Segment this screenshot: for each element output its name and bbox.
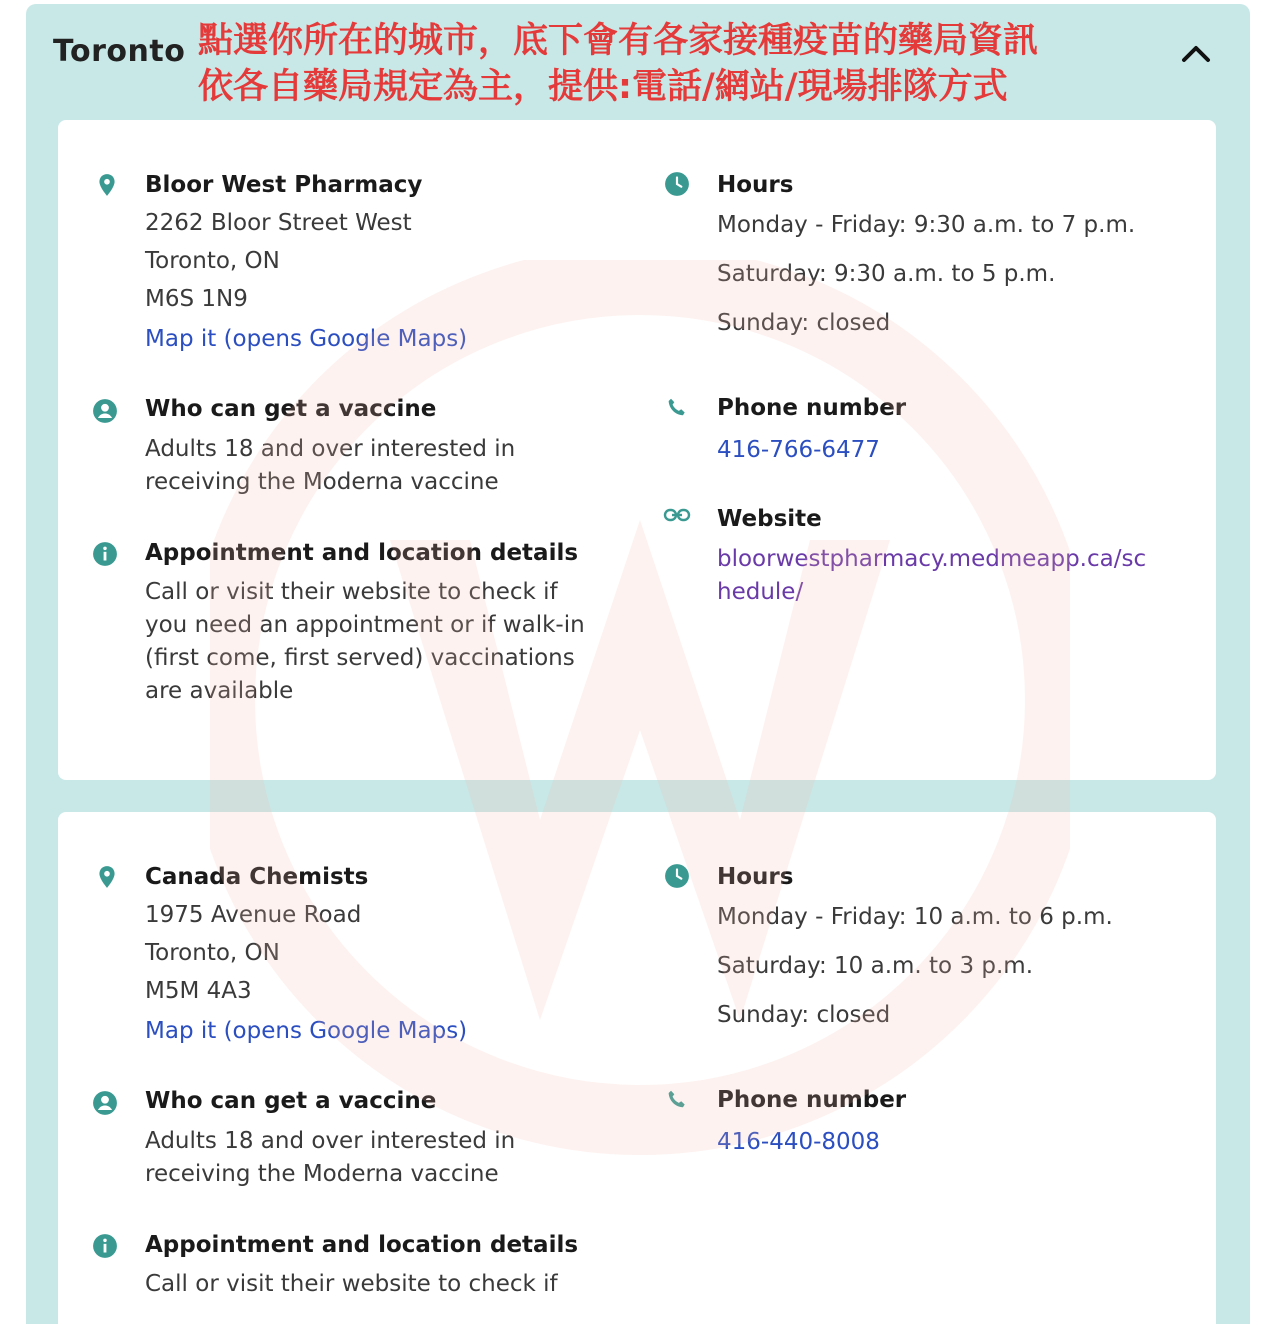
address-line: 1975 Avenue Road (145, 902, 362, 928)
who-line: receiving the Moderna vaccine (145, 1161, 499, 1187)
hours-line: Saturday: 10 a.m. to 3 p.m. (717, 953, 1034, 979)
phone-link[interactable]: 416-766-6477 (717, 437, 880, 463)
website-heading: Website (717, 506, 822, 532)
appointment-line: are available (145, 678, 294, 704)
pharmacy-address (145, 899, 361, 1013)
annotation-line-1: 點選你所在的城市，底下會有各家接種疫苗的藥局資訊 (198, 21, 1039, 61)
who-text (145, 433, 515, 499)
link-icon (663, 502, 691, 528)
info-icon (92, 541, 118, 567)
hours-line: Monday - Friday: 9:30 a.m. to 7 p.m. (717, 212, 1136, 238)
address-line: Toronto, ON (145, 248, 280, 274)
appointment-heading: Appointment and location details (145, 540, 579, 566)
hours-line: Sunday: closed (717, 1002, 891, 1028)
phone-heading: Phone number (717, 1087, 907, 1113)
hours-heading: Hours (717, 172, 794, 198)
city-title[interactable]: Toronto (53, 34, 186, 69)
city-panel (26, 4, 1250, 1324)
clock-icon (664, 863, 690, 889)
person-icon (92, 398, 118, 424)
address-line: M5M 4A3 (145, 978, 252, 1004)
hours-line: Sunday: closed (717, 310, 891, 336)
pharmacy-name: Canada Chemists (145, 864, 369, 890)
pharmacy-name: Bloor West Pharmacy (145, 172, 423, 198)
hours-line: Saturday: 9:30 a.m. to 5 p.m. (717, 261, 1056, 287)
map-pin-icon (94, 172, 120, 198)
annotation-line-2: 依各自藥局規定為主，提供:電話/網站/現場排隊方式 (198, 67, 1008, 107)
address-line: Toronto, ON (145, 940, 280, 966)
appointment-line: (first come, first served) vaccinations (145, 645, 575, 671)
pharmacy-card (58, 120, 1216, 780)
appointment-text (145, 576, 585, 708)
website-link[interactable]: bloorwestpharmacy.medmeapp.ca/schedule/ (717, 546, 1147, 605)
who-heading: Who can get a vaccine (145, 1088, 437, 1114)
person-icon (92, 1090, 118, 1116)
appointment-text (145, 1268, 558, 1301)
info-icon (92, 1233, 118, 1259)
chevron-up-icon[interactable] (1178, 36, 1214, 72)
appointment-heading: Appointment and location details (145, 1232, 579, 1258)
who-text (145, 1125, 515, 1191)
hours-list (717, 901, 1113, 1048)
annotation-note (198, 18, 1038, 110)
hours-line: Monday - Friday: 10 a.m. to 6 p.m. (717, 904, 1113, 930)
pharmacy-card (58, 812, 1216, 1332)
clock-icon (664, 171, 690, 197)
phone-icon (664, 395, 690, 421)
appointment-line: Call or visit their website to check if (145, 1271, 558, 1297)
who-heading: Who can get a vaccine (145, 396, 437, 422)
pharmacy-address (145, 207, 412, 321)
map-link[interactable]: Map it (opens Google Maps) (145, 1018, 468, 1044)
map-pin-icon (94, 864, 120, 890)
hours-heading: Hours (717, 864, 794, 890)
who-line: Adults 18 and over interested in (145, 436, 516, 462)
hours-list (717, 209, 1135, 356)
address-line: 2262 Bloor Street West (145, 210, 412, 236)
phone-link[interactable]: 416-440-8008 (717, 1129, 880, 1155)
address-line: M6S 1N9 (145, 286, 248, 312)
phone-heading: Phone number (717, 395, 907, 421)
who-line: Adults 18 and over interested in (145, 1128, 516, 1154)
appointment-line: Call or visit their website to check if (145, 579, 558, 605)
map-link[interactable]: Map it (opens Google Maps) (145, 326, 468, 352)
appointment-line: you need an appointment or if walk-in (145, 612, 585, 638)
phone-icon (664, 1087, 690, 1113)
who-line: receiving the Moderna vaccine (145, 469, 499, 495)
